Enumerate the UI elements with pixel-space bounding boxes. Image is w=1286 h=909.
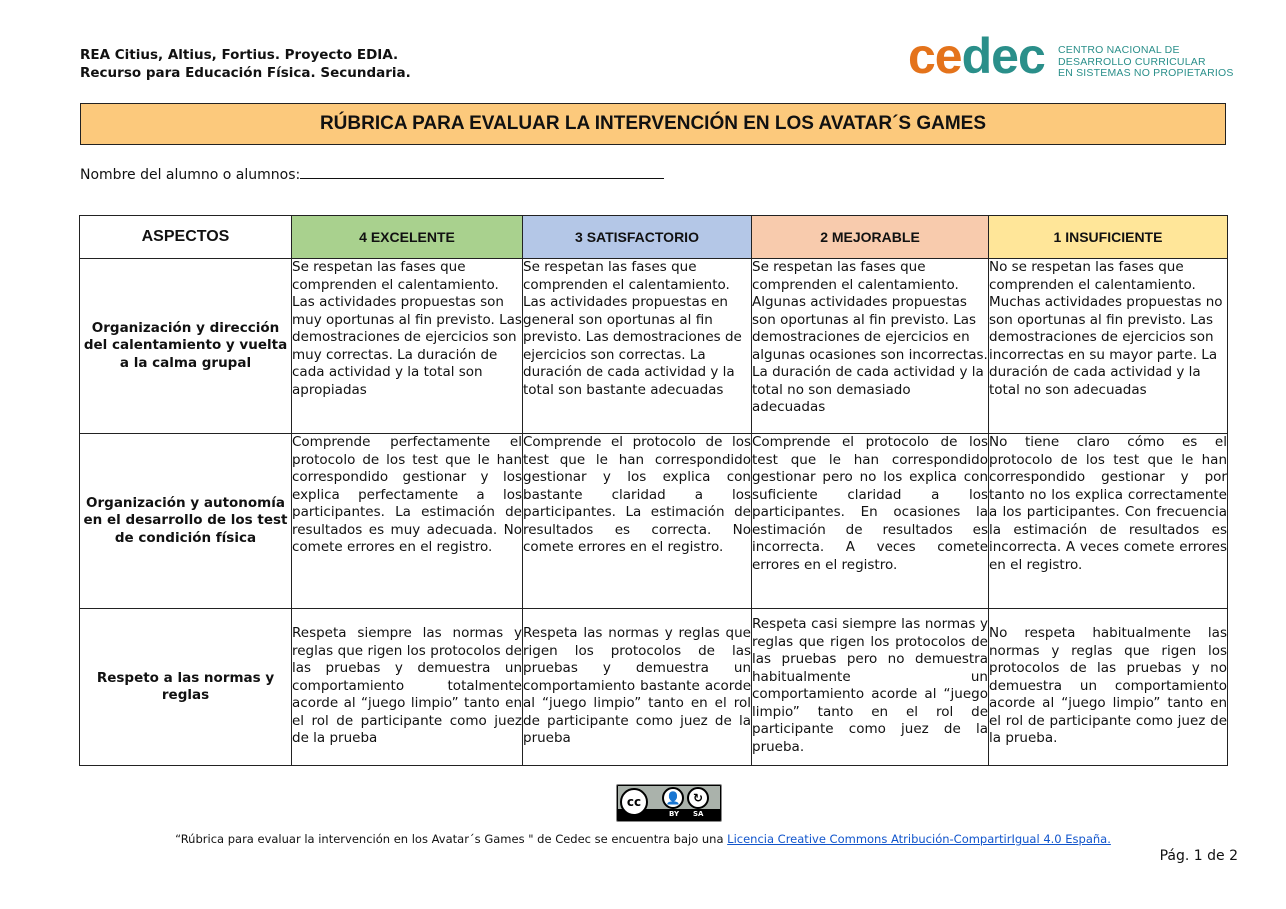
rubric-cell: Comprende el protocolo de los test que le han correspondido gestionar pero no los explica con suficiente claridad a los participantes. En ocasiones la estimación de resultados es incorrecta. A veces comete errores en el registro. (752, 434, 989, 609)
rubric-cell: Respeta siempre las normas y reglas que rigen los protocolos de las pruebas y demuestra un comportamiento totalmente acorde al “juego limpio” tanto en el rol de participante como juez de la prueba (292, 609, 523, 766)
logo-word-part1: ce (908, 28, 962, 84)
logo-subtitle (1058, 45, 1234, 80)
share-alike-icon: ↻ (687, 787, 709, 809)
logo-word (908, 26, 1045, 86)
license-link[interactable]: Licencia Creative Commons Atribución-CompartirIgual 4.0 España. (727, 832, 1111, 846)
header-aspectos: ASPECTOS (80, 216, 292, 259)
rubric-cell: Se respetan las fases que comprenden el calentamiento. Algunas actividades propuestas son oportunas al fin previsto. Las demostraciones de ejercicios en algunas ocasiones son incorrectas. La duración de cada actividad y la total no son demasiado adecuadas (752, 259, 989, 434)
header-insuficiente: 1 INSUFICIENTE (989, 216, 1228, 259)
license-text: “Rúbrica para evaluar la intervención en los Avatar´s Games " de Cedec se encuentra bajo una (175, 832, 728, 846)
badge-by-label: BY (669, 810, 680, 818)
license-footer (0, 832, 1286, 846)
aspect-cell: Respeto a las normas y reglas (80, 609, 292, 766)
rubric-cell: Comprende el protocolo de los test que le han correspondido gestionar y los explica con bastante claridad a los participantes. La estimación de resultados es correcta. No comete errores en el registro. (523, 434, 752, 609)
student-name-label: Nombre del alumno o alumnos: (80, 167, 301, 183)
logo-sub-line-1: CENTRO NACIONAL DE (1058, 44, 1180, 56)
table-row (80, 609, 1228, 766)
header-satisfactorio: 3 SATISFACTORIO (523, 216, 752, 259)
logo-word-part2: dec (961, 28, 1045, 84)
rubric-cell: No respeta habitualmente las normas y reglas que rigen los protocolos de las pruebas y no demuestra un comportamiento acorde al “juego limpio” tanto en el rol de participante como juez de la prueba. (989, 609, 1228, 766)
logo-sub-line-2: DESARROLLO CURRICULAR (1058, 55, 1206, 68)
table-row (80, 434, 1228, 609)
rubric-cell: No se respetan las fases que comprenden el calentamiento. Muchas actividades propuestas no son oportunas al fin previsto. Las demostraciones de ejercicios son incorrectas en su mayor parte. La duración de cada actividad y la total no son adecuadas (989, 259, 1228, 434)
rubric-cell: Respeta casi siempre las normas y reglas que rigen los protocolos de las pruebas pero no demuestra habitualmente un comportamiento acorde al “juego limpio” tanto en el rol de participante como juez de la prueba. (752, 609, 989, 766)
attribution-person-icon: 👤 (662, 787, 684, 809)
badge-sa-label: SA (693, 810, 704, 818)
rubric-cell: Comprende perfectamente el protocolo de los test que le han correspondido gestionar y los explica perfectamente a los participantes. La estimación de resultados es muy adecuada. No comete errores en el registro. (292, 434, 523, 609)
student-name-field (80, 164, 664, 183)
header-line-1: REA Citius, Altius, Fortius. Proyecto EDIA. (80, 47, 399, 63)
rubric-header-row (80, 216, 1228, 259)
page-number: Pág. 1 de 2 (1159, 848, 1238, 864)
cc-by-sa-license-badge (616, 784, 722, 822)
rubric-cell: No tiene claro cómo es el protocolo de los test que le han correspondido gestionar y por tanto no los explica correctamente a los participantes. Con frecuencia la estimación de resultados es incorrecta. A veces comete errores en el registro. (989, 434, 1228, 609)
rubric-cell: Respeta las normas y reglas que rigen los protocolos de las pruebas y demuestra un comportamiento bastante acorde al “juego limpio” tanto en el rol de participante como juez de la prueba (523, 609, 752, 766)
header-excelente: 4 EXCELENTE (292, 216, 523, 259)
aspect-cell: Organización y dirección del calentamiento y vuelta a la calma grupal (80, 259, 292, 434)
rubric-title: RÚBRICA PARA EVALUAR LA INTERVENCIÓN EN LOS AVATAR´S GAMES (80, 103, 1226, 145)
header-line-2: Recurso para Educación Física. Secundaria. (80, 65, 411, 81)
rubric-cell: Se respetan las fases que comprenden el calentamiento. Las actividades propuestas son muy oportunas al fin previsto. Las demostraciones de ejercicios son muy correctas. La duración de cada actividad y la total son apropiadas (292, 259, 523, 434)
student-name-blank (300, 164, 664, 179)
logo-sub-line-3: EN SISTEMAS NO PROPIETARIOS (1058, 67, 1234, 79)
aspect-cell: Organización y autonomía en el desarrollo de los test de condición física (80, 434, 292, 609)
table-row (80, 259, 1228, 434)
header-mejorable: 2 MEJORABLE (752, 216, 989, 259)
rubric-cell: Se respetan las fases que comprenden el calentamiento. Las actividades propuestas en general son oportunas al fin previsto. Las demostraciones de ejercicios son correctas. La duración de cada actividad y la total son bastante adecuadas (523, 259, 752, 434)
rubric-table (79, 215, 1228, 766)
document-header (80, 46, 411, 82)
cc-icon: cc (620, 788, 648, 816)
